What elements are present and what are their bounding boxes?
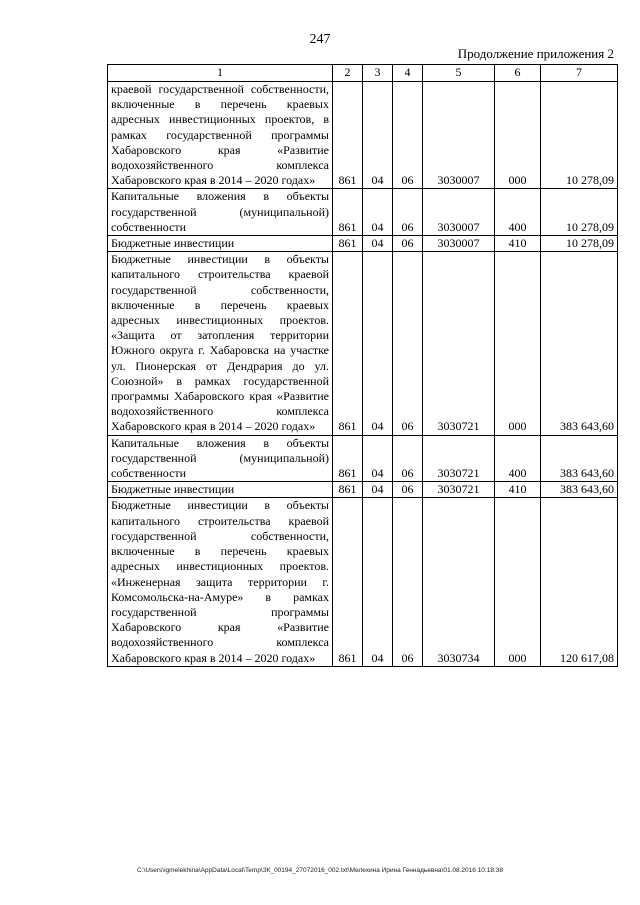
row-description: краевой государственной собственности, включенные в перечень краевых адресных инвестиционных проектов, в рамках государственной программы Хабаровского края «Развитие водохозяйственного комплекса Хабаровского края в 2014 – 2020 годах» <box>108 82 333 189</box>
row-description: Бюджетные инвестиции в объекты капитального строительства краевой государственной собственности, включенные в перечень краевых адресных инвестиционных проектов. «Инженерная защита территории г. Комсомольска-на-Амуре» в рамках государственной программы Хабаровского края «Развитие водохозяйственного комплекса Хабаровского края в 2014 – 2020 годах» <box>108 498 333 666</box>
row-description: Капитальные вложения в объекты государственной (муниципальной) собственности <box>108 189 333 236</box>
cell-subsection: 06 <box>393 482 423 498</box>
cell-expense-type: 410 <box>495 236 541 252</box>
cell-amount: 10 278,09 <box>541 236 618 252</box>
column-header: 4 <box>393 65 423 82</box>
cell-section: 04 <box>363 482 393 498</box>
cell-target: 3030721 <box>423 435 495 482</box>
cell-target: 3030721 <box>423 252 495 435</box>
cell-amount: 383 643,60 <box>541 252 618 435</box>
cell-expense-type: 410 <box>495 482 541 498</box>
table-row <box>108 236 618 252</box>
cell-expense-type: 400 <box>495 189 541 236</box>
cell-subsection: 06 <box>393 236 423 252</box>
table-row <box>108 82 618 189</box>
table-header-row <box>108 65 618 82</box>
continuation-label: Продолжение приложения 2 <box>457 46 614 61</box>
cell-target: 3030007 <box>423 189 495 236</box>
cell-admin: 861 <box>333 236 363 252</box>
cell-target: 3030721 <box>423 482 495 498</box>
table-row <box>108 189 618 236</box>
table-row <box>108 435 618 482</box>
cell-expense-type: 400 <box>495 435 541 482</box>
budget-table <box>107 64 618 667</box>
cell-subsection: 06 <box>393 189 423 236</box>
cell-section: 04 <box>363 189 393 236</box>
row-description: Бюджетные инвестиции <box>108 482 333 498</box>
table-row <box>108 498 618 666</box>
cell-section: 04 <box>363 498 393 666</box>
cell-subsection: 06 <box>393 435 423 482</box>
page-number: 247 <box>309 32 331 47</box>
cell-admin: 861 <box>333 435 363 482</box>
column-header: 6 <box>495 65 541 82</box>
cell-amount: 383 643,60 <box>541 435 618 482</box>
column-header: 7 <box>541 65 618 82</box>
cell-subsection: 06 <box>393 82 423 189</box>
cell-admin: 861 <box>333 482 363 498</box>
cell-target: 3030734 <box>423 498 495 666</box>
cell-target: 3030007 <box>423 82 495 189</box>
column-header: 1 <box>108 65 333 82</box>
cell-admin: 861 <box>333 252 363 435</box>
column-header: 5 <box>423 65 495 82</box>
cell-amount: 10 278,09 <box>541 189 618 236</box>
file-path-footer: C:\Users\igmelekhina\AppData\Local\Temp\ЗК_00194_27072016_002.txt\Мелехина Ирина Геннадьевна\01.08.2016 10:18:38 <box>137 867 503 874</box>
cell-expense-type: 000 <box>495 498 541 666</box>
cell-admin: 861 <box>333 189 363 236</box>
cell-expense-type: 000 <box>495 82 541 189</box>
cell-section: 04 <box>363 252 393 435</box>
cell-section: 04 <box>363 82 393 189</box>
cell-target: 3030007 <box>423 236 495 252</box>
cell-admin: 861 <box>333 82 363 189</box>
cell-amount: 10 278,09 <box>541 82 618 189</box>
cell-section: 04 <box>363 236 393 252</box>
cell-amount: 120 617,08 <box>541 498 618 666</box>
row-description: Капитальные вложения в объекты государственной (муниципальной) собственности <box>108 435 333 482</box>
cell-expense-type: 000 <box>495 252 541 435</box>
cell-section: 04 <box>363 435 393 482</box>
cell-admin: 861 <box>333 498 363 666</box>
cell-subsection: 06 <box>393 252 423 435</box>
cell-subsection: 06 <box>393 498 423 666</box>
column-header: 2 <box>333 65 363 82</box>
cell-amount: 383 643,60 <box>541 482 618 498</box>
table-row <box>108 252 618 435</box>
table-row <box>108 482 618 498</box>
row-description: Бюджетные инвестиции в объекты капитального строительства краевой государственной собственности, включенные в перечень краевых адресных инвестиционных проектов. «Защита от затопления территории Южного округа г. Хабаровска на участке ул. Пионерская от Дендрария до ул. Союзной» в рамках государственной программы Хабаровского края «Развитие водохозяйственного комплекса Хабаровского края в 2014 – 2020 годах» <box>108 252 333 435</box>
column-header: 3 <box>363 65 393 82</box>
row-description: Бюджетные инвестиции <box>108 236 333 252</box>
